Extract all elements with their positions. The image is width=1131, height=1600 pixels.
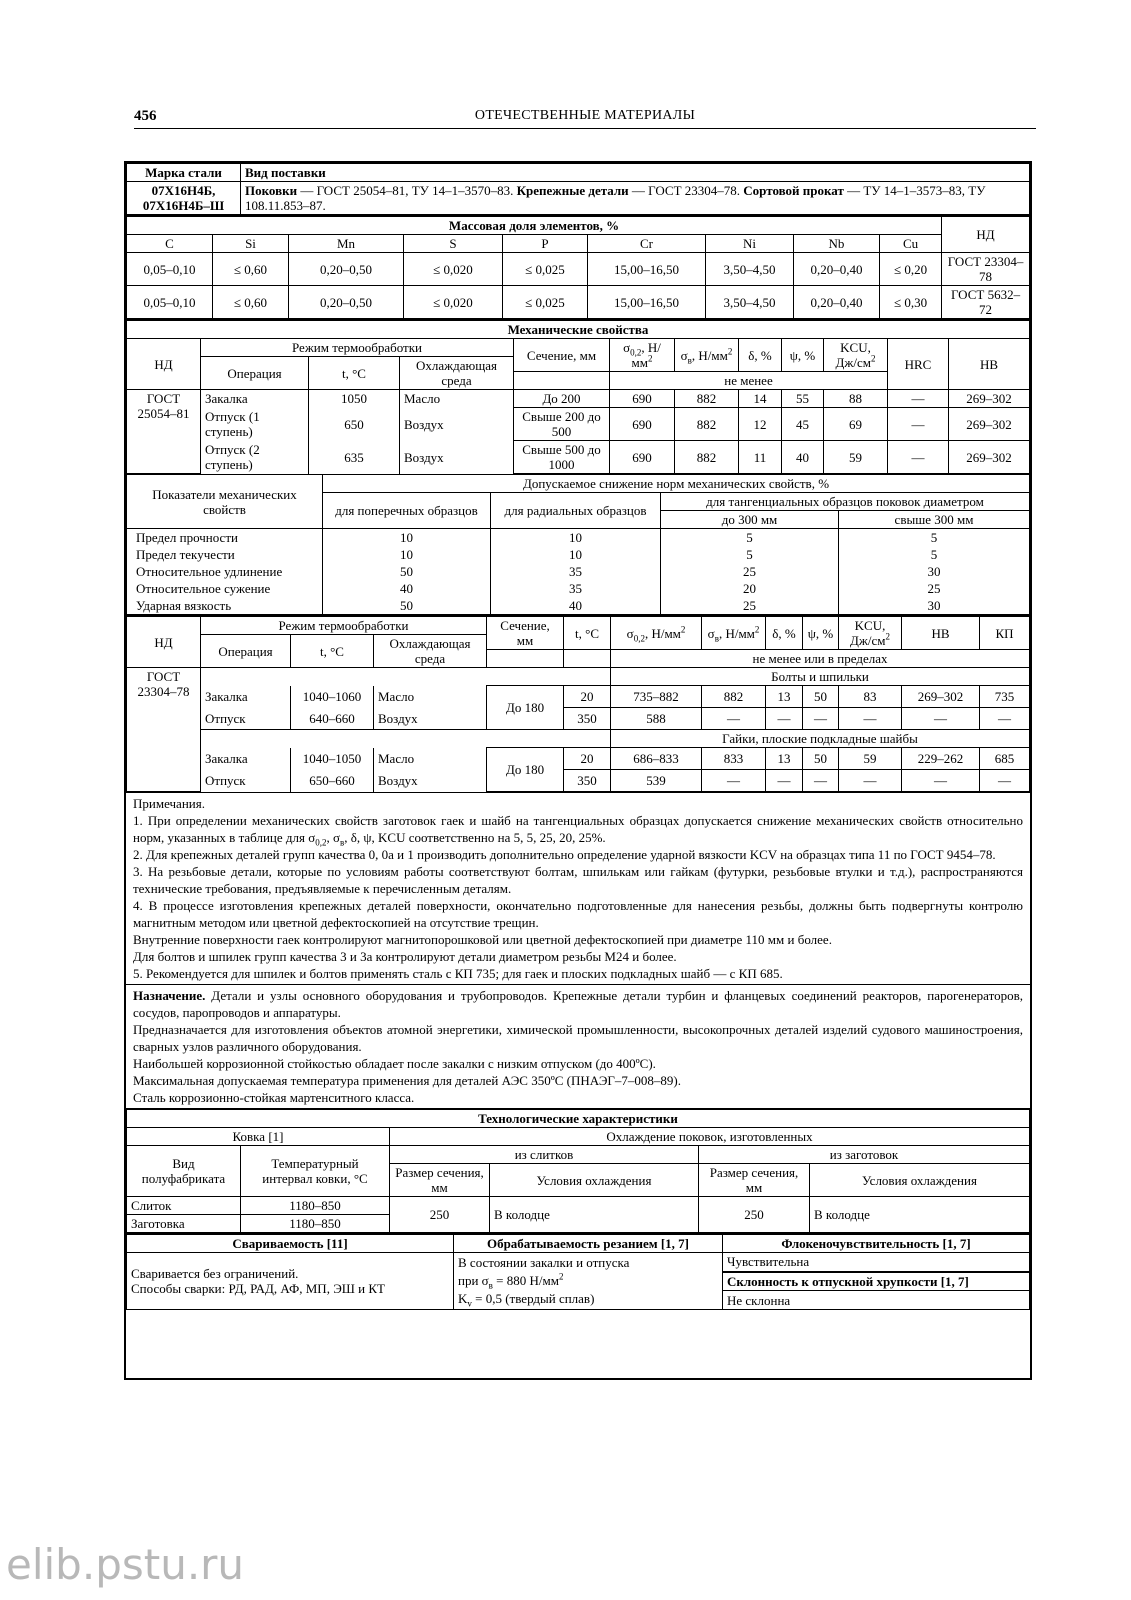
mech-row	[127, 441, 1030, 474]
fast-delta: —	[766, 770, 803, 792]
fast-cooling-header: Охлаждающая среда	[374, 635, 487, 668]
fast-temp: 1040–1050	[291, 748, 374, 770]
fast-s02: 686–833	[611, 748, 702, 770]
purpose-1: Назначение. Детали и узлы основного оборудования и трубопроводов. Крепежные детали турбин и фланцевых соединений реакторов, парогенераторов, сосудов, паропроводов и аппаратуры.	[133, 988, 1023, 1020]
fast-temp: 640–660	[291, 708, 374, 730]
reduction-row	[127, 580, 1030, 597]
fast-t: 20	[564, 686, 611, 708]
mech-section-header: Сечение, мм	[514, 339, 610, 372]
mech-hrc: —	[888, 390, 949, 408]
fast-sv: 833	[702, 748, 766, 770]
steel-data-sheet	[124, 161, 1032, 1380]
temper-title: Склонность к отпускной хрупкости [1, 7]	[723, 1272, 1030, 1291]
fast-kcu-header: KCU, $Дж/см^2$	[839, 616, 902, 650]
mech-delta-header: δ, %	[739, 339, 782, 372]
running-title: ОТЕЧЕСТВЕННЫЕ МАТЕРИАЛЫ	[474, 108, 696, 123]
reduction-transverse: для поперечных образцов	[323, 493, 491, 529]
fast-temp: 650–660	[291, 770, 374, 792]
fast-kp: —	[980, 708, 1030, 730]
mechanical-title: Механические свойства	[127, 320, 1030, 339]
fast-s02-header: $\sigma_{0,2}$, $Н/мм^2$	[611, 616, 702, 650]
purpose-3: Наибольшей коррозионной стойкостью обладает после закалки с низким отпуском (до 400ºС).	[133, 1056, 656, 1071]
fast-kcu: —	[839, 770, 902, 792]
fast-sv: —	[702, 770, 766, 792]
fast-kcu: 83	[839, 686, 902, 708]
composition-value: 0,05–0,10	[127, 253, 213, 286]
purpose-block	[126, 984, 1030, 1108]
supply-label: Вид поставки	[241, 164, 1030, 182]
mech-psi-header: ψ, %	[782, 339, 824, 372]
reduction-value: 25	[661, 563, 839, 580]
mech-kcu: 88	[824, 390, 888, 408]
fast-hb: 229–262	[902, 748, 980, 770]
mech-temp: 650	[309, 408, 400, 441]
note-5: 5. Рекомендуется для шпилек и болтов применять сталь с КП 735; для гаек и плоских подкладных шайб — с КП 685.	[133, 966, 783, 981]
fast-operation: Закалка	[201, 686, 291, 708]
fast-psi: 50	[803, 748, 839, 770]
fast-hb: —	[902, 770, 980, 792]
fast-sv-header: $\sigma_в$, $Н/мм^2$	[702, 616, 766, 650]
reduction-value: 40	[491, 597, 661, 615]
element-header: Nb	[794, 235, 880, 253]
fast-group-header	[127, 668, 1030, 686]
fast-t: 350	[564, 770, 611, 792]
reduction-value: 35	[491, 563, 661, 580]
fast-kp: 685	[980, 748, 1030, 770]
tech-semi-header: Вид полуфабриката	[127, 1146, 241, 1197]
tech-table	[126, 1108, 1030, 1233]
tech-cond-header: Условия охлаждения	[490, 1164, 699, 1197]
reduction-row	[127, 546, 1030, 563]
reduction-value: 40	[323, 580, 491, 597]
mech-sv: 882	[675, 390, 739, 408]
fast-section: До 180	[487, 748, 564, 792]
composition-row	[127, 253, 1030, 286]
fast-hb: 269–302	[902, 686, 980, 708]
composition-value: 0,20–0,50	[289, 253, 404, 286]
fast-s02: 539	[611, 770, 702, 792]
note-4: 4. В процессе изготовления крепежных деталей поверхности, окончательно подготовленные для нанесения резьбы, должны быть подвергнуты контролю магнитным методом или цветной дефектоскопией на отсутствие трещин.	[133, 898, 1023, 930]
mech-operation: Закалка	[201, 390, 309, 408]
tech-title: Технологические характеристики	[127, 1109, 1030, 1128]
element-header: P	[503, 235, 588, 253]
mech-temp-header: t, °С	[309, 357, 400, 390]
element-header: Mn	[289, 235, 404, 253]
tech-blank-interval: 1180–850	[241, 1215, 390, 1233]
reduction-value: 25	[661, 597, 839, 615]
fast-kcu: —	[839, 708, 902, 730]
fast-psi-header: ψ, %	[803, 616, 839, 650]
reduction-indicator: Ударная вязкость	[127, 597, 323, 615]
element-header: Cr	[588, 235, 706, 253]
reduction-row	[127, 529, 1030, 547]
reduction-tangential: для тангенциальных образцов поковок диаметром	[661, 493, 1030, 511]
purpose-5: Сталь коррозионно-стойкая мартенситного класса.	[133, 1090, 415, 1105]
element-header: C	[127, 235, 213, 253]
composition-value: ≤ 0,025	[503, 286, 588, 319]
mech-hrc-header: HRC	[888, 339, 949, 390]
mech-kcu-header: KCU, $Дж/см^2$	[824, 339, 888, 372]
mech-psi: 40	[782, 441, 824, 474]
reduction-indicator: Предел текучести	[127, 546, 323, 563]
fast-psi: —	[803, 708, 839, 730]
mech-section: Свыше 500 до 1000	[514, 441, 610, 474]
mach-value: В состоянии закалки и отпуска при $\sigma_в = 880$ $Н/мм^2$ $K_v = 0,5$ (твердый сплав)	[454, 1253, 723, 1310]
composition-value: 15,00–16,50	[588, 253, 706, 286]
mech-not-less: не менее	[610, 372, 888, 390]
mech-s02-header: $\sigma_{0,2}$, $Н/мм^2$	[610, 339, 675, 372]
fast-operation: Отпуск	[201, 708, 291, 730]
fast-heat-mode: Режим термообработки	[201, 616, 487, 635]
mach-title: Обрабатываемость резанием [1, 7]	[454, 1234, 723, 1253]
tech-row-ingot: Слиток	[127, 1197, 241, 1215]
fast-group-header	[127, 730, 1030, 748]
reduction-value: 50	[323, 563, 491, 580]
mech-hrc: —	[888, 441, 949, 474]
note-1: 1. При определении механических свойств заготовок гаек и шайб на тангенциальных образцах допускается снижение механических свойств относительно норм, указанных в таблице для $\sigma_{0,2}$, $\sigma_в$, δ, ψ, KCU соответственно на 5, 5, 25, 20, 25%.	[133, 813, 1023, 848]
tech-interval-header: Температурный интервал ковки, °С	[241, 1146, 390, 1197]
tech-size-header-2: Размер сечения, мм	[699, 1164, 810, 1197]
fast-kp-header: КП	[980, 616, 1030, 650]
fast-t: 20	[564, 748, 611, 770]
composition-row	[127, 286, 1030, 319]
mech-cooling: Воздух	[400, 441, 514, 474]
composition-value: 3,50–4,50	[706, 253, 794, 286]
page-number: 456	[134, 108, 157, 124]
mech-sv-header: $\sigma_в$, $Н/мм^2$	[675, 339, 739, 372]
tech-from-ingots: из слитков	[390, 1146, 699, 1164]
tech-cooling-of: Охлаждение поковок, изготовленных	[390, 1128, 1030, 1146]
composition-nd-header: НД	[942, 216, 1030, 253]
flake-value: Чувствительна	[723, 1253, 1030, 1272]
page-header	[134, 108, 1036, 129]
reduction-row	[127, 563, 1030, 580]
fast-s02: 588	[611, 708, 702, 730]
fast-blank	[201, 730, 611, 748]
note-2: 2. Для крепежных деталей групп качества 0, 0а и 1 производить дополнительно определение ударной вязкости KCV на образцах типа 11 по ГОСТ 9454–78.	[133, 847, 996, 862]
mech-s02: 690	[610, 441, 675, 474]
mech-sv: 882	[675, 441, 739, 474]
reduction-value: 30	[839, 563, 1030, 580]
fast-row	[127, 686, 1030, 708]
mech-s02: 690	[610, 390, 675, 408]
mech-cooling: Воздух	[400, 408, 514, 441]
temper-value: Не склонна	[723, 1291, 1030, 1310]
fast-temp: 1040–1060	[291, 686, 374, 708]
mech-psi: 55	[782, 390, 824, 408]
fast-kp: —	[980, 770, 1030, 792]
reduction-value: 35	[491, 580, 661, 597]
fast-hb-header: НВ	[902, 616, 980, 650]
mech-hrc: —	[888, 408, 949, 441]
fast-cooling: Воздух	[374, 708, 487, 730]
mech-section: Свыше 200 до 500	[514, 408, 610, 441]
reduction-indicator: Относительное сужение	[127, 580, 323, 597]
fast-operation: Отпуск	[201, 770, 291, 792]
fast-blank	[201, 668, 611, 686]
composition-value: ≤ 0,020	[404, 253, 503, 286]
fast-row	[127, 708, 1030, 730]
fast-sv: 882	[702, 686, 766, 708]
weld-title: Свариваемость [11]	[127, 1234, 454, 1253]
mech-sv: 882	[675, 408, 739, 441]
fast-psi: —	[803, 770, 839, 792]
mech-operation-header: Операция	[201, 357, 309, 390]
fast-group-title: Гайки, плоские подкладные шайбы	[611, 730, 1030, 748]
element-header: Ni	[706, 235, 794, 253]
fast-cooling: Масло	[374, 686, 487, 708]
fast-kcu: 59	[839, 748, 902, 770]
composition-value: ≤ 0,60	[213, 286, 289, 319]
flake-title: Флокеночувствительность [1, 7]	[723, 1234, 1030, 1253]
reduction-radial: для радиальных образцов	[491, 493, 661, 529]
reduction-indicators-header: Показатели механических свойств	[127, 475, 323, 529]
grade-table	[126, 163, 1030, 215]
mech-temp: 1050	[309, 390, 400, 408]
mech-row	[127, 408, 1030, 441]
mech-nd: ГОСТ 25054–81	[127, 390, 201, 474]
fast-row	[127, 748, 1030, 770]
element-header: Si	[213, 235, 289, 253]
composition-value: ≤ 0,020	[404, 286, 503, 319]
composition-table	[126, 215, 1030, 319]
fast-section: До 180	[487, 686, 564, 730]
fast-s02: 735–882	[611, 686, 702, 708]
reduction-value: 25	[839, 580, 1030, 597]
composition-value: ≤ 0,20	[880, 253, 942, 286]
fast-group-title: Болты и шпильки	[611, 668, 1030, 686]
reduction-value: 10	[323, 546, 491, 563]
supply-value: Поковки — ГОСТ 25054–81, ТУ 14–1–3570–83. Крепежные детали — ГОСТ 23304–78. Сортовой прокат — ТУ 14–1–3573–83, ТУ 108.11.853–87.	[241, 182, 1030, 215]
composition-value: ≤ 0,025	[503, 253, 588, 286]
tech-ingot-interval: 1180–850	[241, 1197, 390, 1215]
mech-temp: 635	[309, 441, 400, 474]
composition-value: 0,20–0,40	[794, 286, 880, 319]
bottom-table	[126, 1233, 1030, 1310]
fast-cooling: Масло	[374, 748, 487, 770]
composition-title: Массовая доля элементов, %	[127, 216, 942, 235]
mech-cooling: Масло	[400, 390, 514, 408]
reduction-value: 5	[839, 546, 1030, 563]
reduction-value: 30	[839, 597, 1030, 615]
watermark: elib.pstu.ru	[6, 1540, 245, 1589]
mech-kcu: 59	[824, 441, 888, 474]
mech-nd-header: НД	[127, 339, 201, 390]
fast-psi: 50	[803, 686, 839, 708]
fast-nd-header: НД	[127, 616, 201, 668]
mech-kcu: 69	[824, 408, 888, 441]
notes-block	[126, 792, 1030, 984]
tech-row-blank: Заготовка	[127, 1215, 241, 1233]
fast-operation-header: Операция	[201, 635, 291, 668]
mech-delta: 14	[739, 390, 782, 408]
notes-heading: Примечания.	[133, 796, 205, 811]
grade-label: Марка стали	[127, 164, 241, 182]
reduction-value: 5	[661, 529, 839, 547]
note-4c: Для болтов и шпилек групп качества 3 и 3а контролируют детали диаметром резьбы М24 и более.	[133, 949, 677, 964]
reduction-table	[126, 474, 1030, 615]
tech-forging: Ковка [1]	[127, 1128, 390, 1146]
reduction-value: 5	[839, 529, 1030, 547]
reduction-upto300: до 300 мм	[661, 511, 839, 529]
mech-section: До 200	[514, 390, 610, 408]
fast-operation: Закалка	[201, 748, 291, 770]
reduction-value: 10	[491, 546, 661, 563]
weld-value: Сваривается без ограничений. Способы сварки: РД, РАД, АФ, МП, ЭШ и КТ	[127, 1253, 454, 1310]
tech-from-blanks: из заготовок	[699, 1146, 1030, 1164]
mech-hb-header: НВ	[949, 339, 1030, 390]
composition-nd: ГОСТ 23304–78	[942, 253, 1030, 286]
fast-kp: 735	[980, 686, 1030, 708]
reduction-indicator: Относительное удлинение	[127, 563, 323, 580]
mech-row	[127, 390, 1030, 408]
composition-nd: ГОСТ 5632–72	[942, 286, 1030, 319]
mechanical-table	[126, 319, 1030, 474]
tech-ingot-cond: В колодце	[490, 1197, 699, 1233]
reduction-title: Допускаемое снижение норм механических свойств, %	[323, 475, 1030, 493]
purpose-2: Предназначается для изготовления объектов атомной энергетики, химической промышленности, высокопрочных деталей изделий судового машиностроения, сварных узлов различного оборудования.	[133, 1022, 1023, 1054]
composition-value: 15,00–16,50	[588, 286, 706, 319]
grade-value: 07Х16Н4Б, 07Х16Н4Б–Ш	[127, 182, 241, 215]
reduction-value: 20	[661, 580, 839, 597]
reduction-value: 10	[491, 529, 661, 547]
mech-s02: 690	[610, 408, 675, 441]
fast-cooling: Воздух	[374, 770, 487, 792]
mech-operation: Отпуск (2 ступень)	[201, 441, 309, 474]
fast-delta-header: δ, %	[766, 616, 803, 650]
fast-hb: —	[902, 708, 980, 730]
composition-value: 0,05–0,10	[127, 286, 213, 319]
tech-blank-cond: В колодце	[810, 1197, 1030, 1233]
fast-nd: ГОСТ 23304–78	[127, 668, 201, 792]
fast-delta: 13	[766, 686, 803, 708]
tech-cond-header-2: Условия охлаждения	[810, 1164, 1030, 1197]
fast-row	[127, 770, 1030, 792]
tech-size-header: Размер сечения, мм	[390, 1164, 490, 1197]
fast-not-less: не менее или в пределах	[611, 650, 1030, 668]
mech-cooling-header: Охлаждающая среда	[400, 357, 514, 390]
mech-hb: 269–302	[949, 390, 1030, 408]
fast-t: 350	[564, 708, 611, 730]
composition-value: ≤ 0,60	[213, 253, 289, 286]
tech-blank-size: 250	[699, 1197, 810, 1233]
note-4b: Внутренние поверхности гаек контролируют магнитопорошковой или цветной дефектоскопией при диаметре 110 мм и более.	[133, 932, 832, 947]
fast-t-header: t, °С	[564, 616, 611, 650]
mech-hb: 269–302	[949, 441, 1030, 474]
mech-hb: 269–302	[949, 408, 1030, 441]
mech-psi: 45	[782, 408, 824, 441]
mech-operation: Отпуск (1 ступень)	[201, 408, 309, 441]
reduction-row	[127, 597, 1030, 615]
fast-delta: —	[766, 708, 803, 730]
composition-value: 0,20–0,40	[794, 253, 880, 286]
fast-temp-header: t, °С	[291, 635, 374, 668]
note-3: 3. На резьбовые детали, которые по условиям работы соответствуют болтам, шпилькам или гайкам (футурки, резьбовые втулки и т.д.), распространяются технические требования, предъявляемые к перечисленным деталям.	[133, 864, 1023, 896]
fast-delta: 13	[766, 748, 803, 770]
composition-value: 3,50–4,50	[706, 286, 794, 319]
tech-ingot-size: 250	[390, 1197, 490, 1233]
purpose-4: Максимальная допускаемая температура применения для деталей АЭС 350ºС (ПНАЭГ–7–008–89).	[133, 1073, 681, 1088]
composition-value: 0,20–0,50	[289, 286, 404, 319]
fast-sv: —	[702, 708, 766, 730]
mech-heat-mode: Режим термообработки	[201, 339, 514, 357]
element-header: Cu	[880, 235, 942, 253]
mech-delta: 12	[739, 408, 782, 441]
reduction-indicator: Предел прочности	[127, 529, 323, 547]
reduction-over300: свыше 300 мм	[839, 511, 1030, 529]
element-header: S	[404, 235, 503, 253]
fasteners-table	[126, 615, 1030, 792]
composition-value: ≤ 0,30	[880, 286, 942, 319]
reduction-value: 50	[323, 597, 491, 615]
fast-section-header: Сечение, мм	[487, 616, 564, 650]
reduction-value: 10	[323, 529, 491, 547]
reduction-value: 5	[661, 546, 839, 563]
mech-delta: 11	[739, 441, 782, 474]
